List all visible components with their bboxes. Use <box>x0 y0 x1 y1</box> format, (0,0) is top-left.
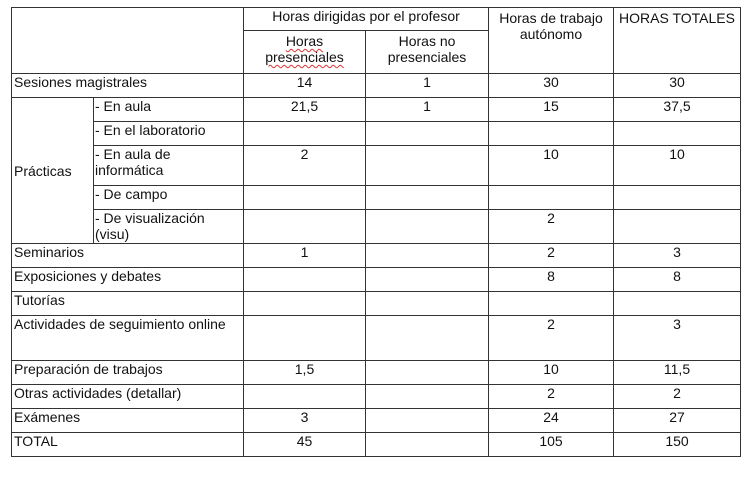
cell-presenciales <box>244 292 366 316</box>
cell-presenciales <box>244 268 366 292</box>
row-label-tutorias: Tutorías <box>12 292 244 316</box>
cell-no-presenciales <box>366 146 489 186</box>
cell-no-presenciales <box>366 433 489 457</box>
cell-autonomo: 15 <box>489 98 614 122</box>
cell-autonomo: 30 <box>489 74 614 98</box>
cell-autonomo <box>489 186 614 210</box>
cell-no-presenciales <box>366 361 489 385</box>
row-label-total: TOTAL <box>12 433 244 457</box>
row-label-aula-informatica: - En aula de informática <box>94 146 244 186</box>
cell-no-presenciales <box>366 409 489 433</box>
row-label-de-campo: - De campo <box>94 186 244 210</box>
cell-presenciales: 3 <box>244 409 366 433</box>
row-label-en-aula: - En aula <box>94 98 244 122</box>
cell-presenciales <box>244 385 366 409</box>
cell-total: 3 <box>614 244 741 268</box>
cell-total <box>614 186 741 210</box>
cell-no-presenciales <box>366 316 489 361</box>
cell-presenciales: 45 <box>244 433 366 457</box>
cell-autonomo: 2 <box>489 210 614 244</box>
row-label-practicas: Prácticas <box>12 98 94 244</box>
cell-no-presenciales: 1 <box>366 74 489 98</box>
cell-no-presenciales <box>366 385 489 409</box>
cell-autonomo: 24 <box>489 409 614 433</box>
header-presenciales-text: Horas presenciales <box>265 33 344 65</box>
header-empty-cell <box>12 8 244 74</box>
row-label-preparacion-trabajos: Preparación de trabajos <box>12 361 244 385</box>
cell-autonomo: 10 <box>489 146 614 186</box>
cell-total: 8 <box>614 268 741 292</box>
cell-autonomo <box>489 292 614 316</box>
cell-total: 3 <box>614 316 741 361</box>
cell-total: 10 <box>614 146 741 186</box>
row-label-exposiciones: Exposiciones y debates <box>12 268 244 292</box>
cell-total: 150 <box>614 433 741 457</box>
cell-presenciales: 2 <box>244 146 366 186</box>
cell-presenciales: 1,5 <box>244 361 366 385</box>
cell-total <box>614 122 741 146</box>
cell-no-presenciales: 1 <box>366 98 489 122</box>
cell-total: 11,5 <box>614 361 741 385</box>
cell-autonomo: 2 <box>489 385 614 409</box>
cell-presenciales: 21,5 <box>244 98 366 122</box>
row-label-examenes: Exámenes <box>12 409 244 433</box>
cell-autonomo: 8 <box>489 268 614 292</box>
cell-autonomo: 2 <box>489 316 614 361</box>
cell-total <box>614 210 741 244</box>
cell-autonomo <box>489 122 614 146</box>
cell-no-presenciales <box>366 186 489 210</box>
cell-no-presenciales <box>366 244 489 268</box>
cell-presenciales <box>244 316 366 361</box>
cell-autonomo: 10 <box>489 361 614 385</box>
header-horas-no-presenciales: Horas no presenciales <box>366 31 489 74</box>
header-horas-autonomo: Horas de trabajo autónomo <box>489 8 614 74</box>
cell-total <box>614 292 741 316</box>
cell-autonomo: 105 <box>489 433 614 457</box>
cell-presenciales <box>244 210 366 244</box>
cell-presenciales <box>244 186 366 210</box>
row-label-laboratorio: - En el laboratorio <box>94 122 244 146</box>
cell-total: 2 <box>614 385 741 409</box>
cell-total: 30 <box>614 74 741 98</box>
cell-no-presenciales <box>366 210 489 244</box>
row-label-otras-actividades: Otras actividades (detallar) <box>12 385 244 409</box>
cell-total: 27 <box>614 409 741 433</box>
cell-presenciales: 1 <box>244 244 366 268</box>
row-label-sesiones: Sesiones magistrales <box>12 74 244 98</box>
cell-autonomo: 2 <box>489 244 614 268</box>
header-horas-presenciales <box>244 31 366 74</box>
cell-no-presenciales <box>366 268 489 292</box>
row-label-seminarios: Seminarios <box>12 244 244 268</box>
cell-no-presenciales <box>366 292 489 316</box>
row-label-seguimiento-online: Actividades de seguimiento online <box>12 316 244 361</box>
cell-total: 37,5 <box>614 98 741 122</box>
cell-presenciales: 14 <box>244 74 366 98</box>
cell-presenciales <box>244 122 366 146</box>
row-label-visualizacion: - De visualización (visu) <box>94 210 244 244</box>
header-horas-profesor: Horas dirigidas por el profesor <box>244 8 489 31</box>
cell-no-presenciales <box>366 122 489 146</box>
header-horas-totales: HORAS TOTALES <box>614 8 741 74</box>
hours-distribution-table <box>11 7 741 457</box>
